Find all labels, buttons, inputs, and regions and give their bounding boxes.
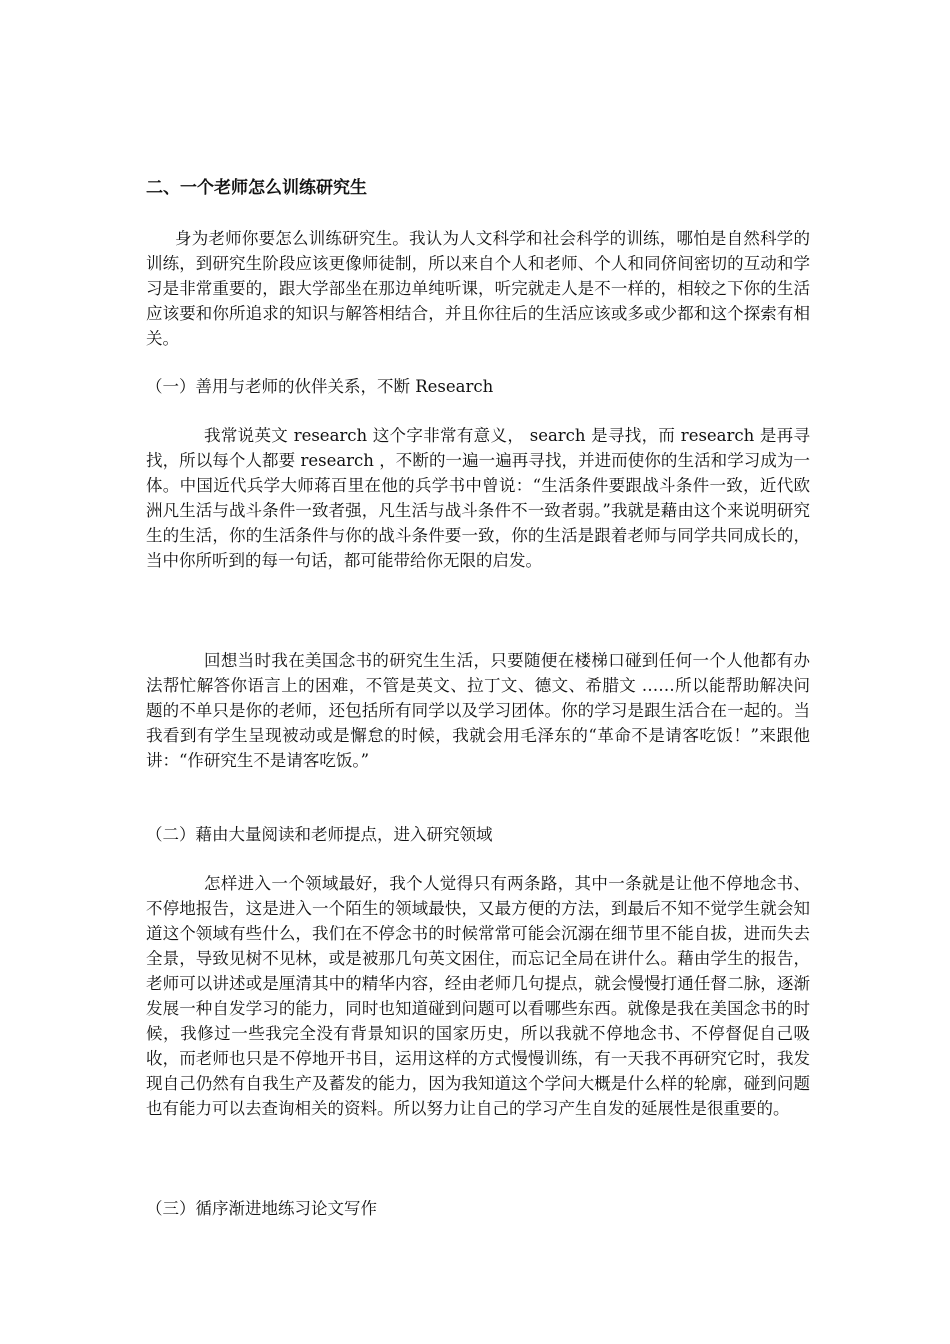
paragraph-1: 身为老师你要怎么训练研究生。我认为人文科学和社会科学的训练，哪怕是自然科学的训练，到研究生阶段应该更像师徒制，所以来自个人和老师、个人和同侪间密切的互动和学习是非常重要的，跟大学部坐在那边单纯听课，听完就走人是不一样的，相较之下你的生活应该要和你所追求的知识与解答相结合，并且你往后的生活应该或多或少都和这个探索有相关。 [146,229,810,348]
subheading-2: （二）藉由大量阅读和老师提点，进入研究领域 [146,825,493,844]
section-title: 二、一个老师怎么训练研究生 [146,178,367,198]
subheading-1: （一）善用与老师的伙伴关系，不断 Research [146,377,494,396]
document-page [146,0,810,1344]
paragraph-4: 怎样进入一个领域最好，我个人觉得只有两条路，其中一条就是让他不停地念书、不停地报告，这是进入一个陌生的领域最快，又最方便的方法，到最后不知不觉学生就会知道这个领域有些什么，我们在不停念书的时候常常可能会沉溺在细节里不能自拔，进而失去全景，导致见树不见林，或是被那几句英文困住，而忘记全局在讲什么。藉由学生的报告，老师可以讲述或是厘清其中的精华内容，经由老师几句提点，就会慢慢打通任督二脉，逐渐发展一种自发学习的能力，同时也知道碰到问题可以看哪些东西。就像是我在美国念书的时候，我修过一些我完全没有背景知识的国家历史，所以我就不停地念书、不停督促自己吸收，而老师也只是不停地开书目，运用这样的方式慢慢训练，有一天我不再研究它时，我发现自己仍然有自我生产及蓄发的能力，因为我知道这个学问大概是什么样的轮廓，碰到问题也有能力可以去查询相关的资料。所以努力让自己的学习产生自发的延展性是很重要的。 [146,874,810,1118]
subheading-3: （三）循序渐进地练习论文写作 [146,1199,377,1218]
paragraph-2: 我常说英文 research 这个字非常有意义， search 是寻找，而 research 是再寻找，所以每个人都要 research ，不断的一遍一遍再寻找，并进而使你的生活和学习成为一体。中国近代兵学大师蒋百里在他的兵学书中曾说：“生活条件要跟战斗条件一致，近代欧洲凡生活与战斗条件一致者强，凡生活与战斗条件不一致者弱。”我就是藉由这个来说明研究生的生活，你的生活条件与你的战斗条件要一致，你的生活是跟着老师与同学共同成长的，当中你所听到的每一句话，都可能带给你无限的启发。 [146,426,810,570]
paragraph-3: 回想当时我在美国念书的研究生生活，只要随便在楼梯口碰到任何一个人他都有办法帮忙解答你语言上的困难，不管是英文、拉丁文、德文、希腊文 ……所以能帮助解决问题的不单只是你的老师，还包括所有同学以及学习团体。你的学习是跟生活合在一起的。当我看到有学生呈现被动或是懈怠的时候，我就会用毛泽东的“革命不是请客吃饭！”来跟他讲：“作研究生不是请客吃饭。” [146,651,810,770]
